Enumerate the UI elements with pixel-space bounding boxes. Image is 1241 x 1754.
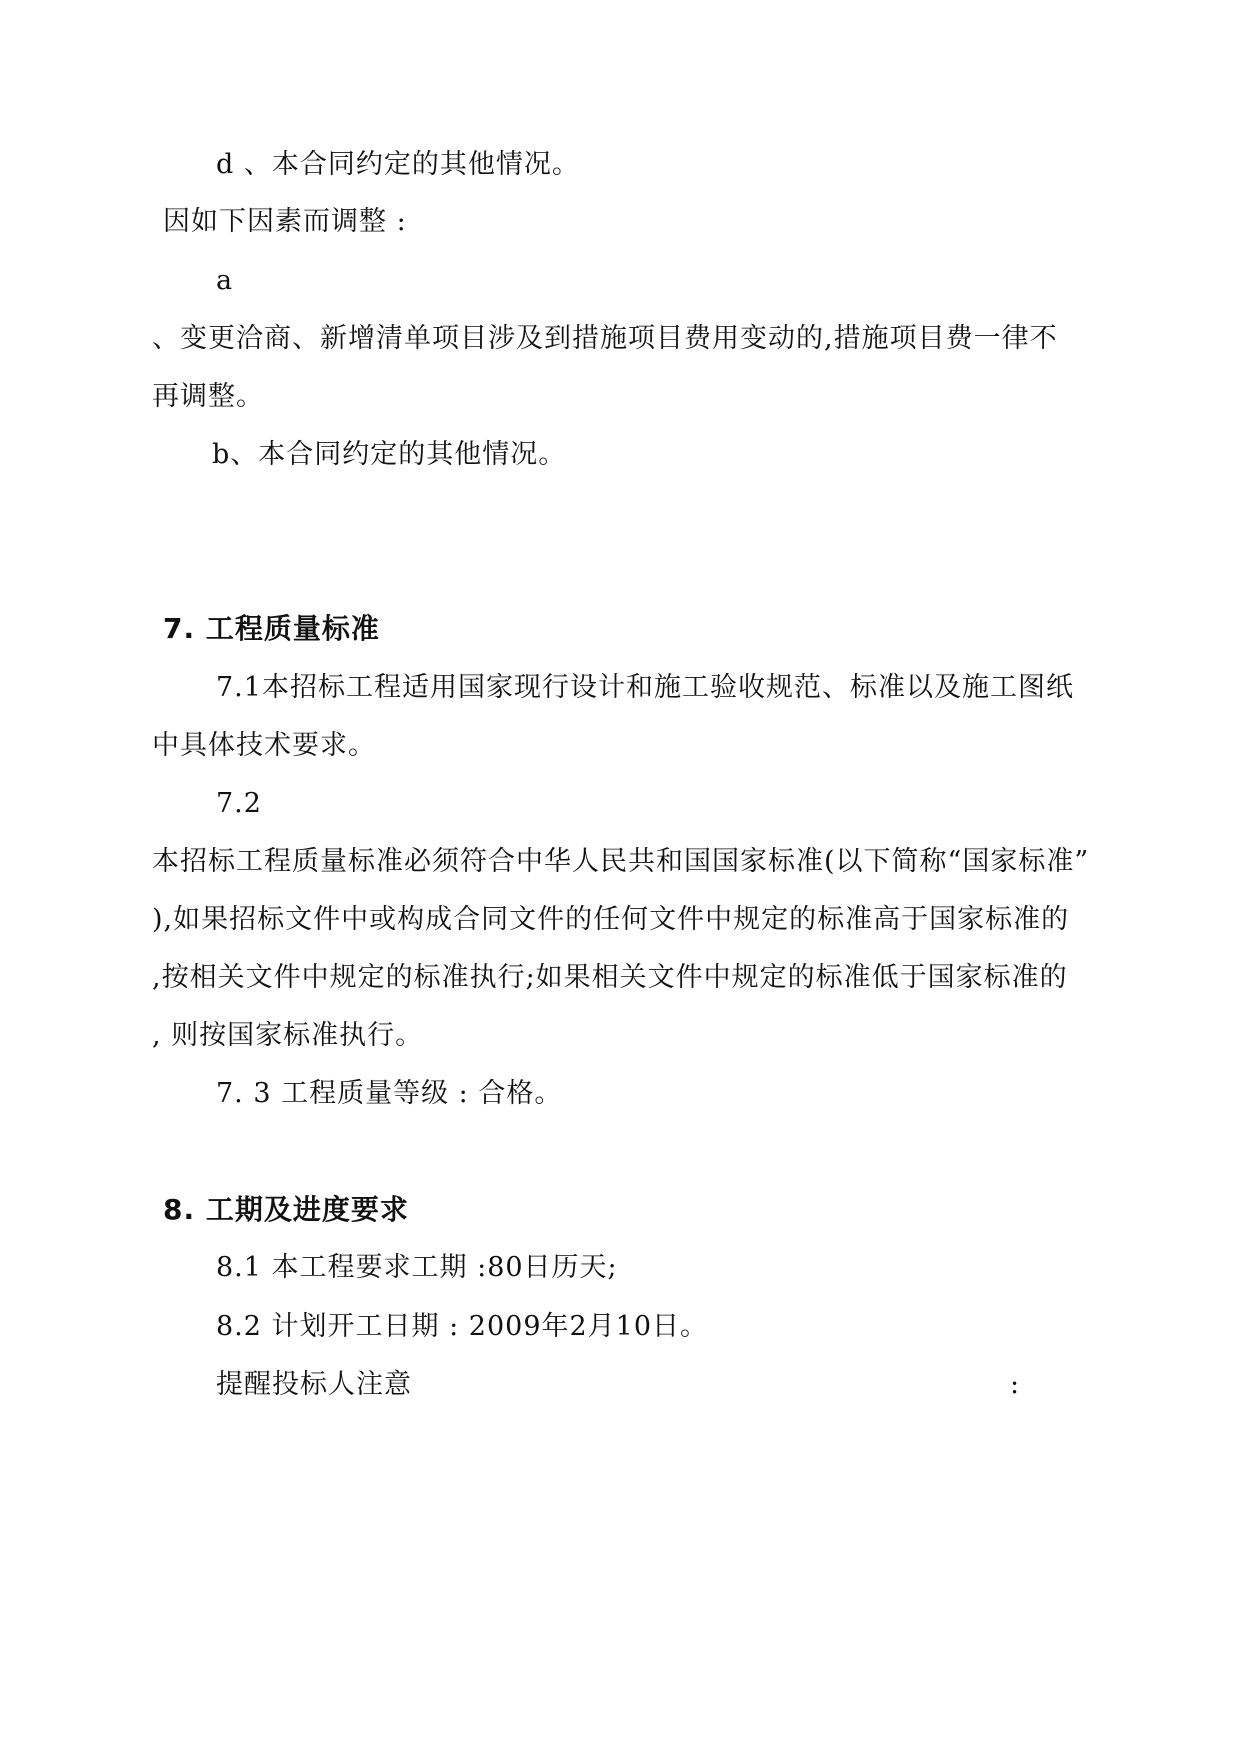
clause-d: d 、本合同约定的其他情况。 bbox=[216, 149, 580, 180]
para-7-2-line1: 本招标工程质量标准必须符合中华人民共和国国家标准(以下简称“国家标准” bbox=[152, 846, 1090, 877]
clause-a-label: a bbox=[216, 265, 234, 296]
para-7-2-line4: , 则按国家标准执行。 bbox=[152, 1020, 424, 1051]
adjust-intro: 因如下因素而调整 : bbox=[163, 206, 407, 237]
bidder-notice-colon: : bbox=[1010, 1369, 1021, 1400]
para-7-1-cont: 中具体技术要求。 bbox=[152, 730, 376, 761]
clause-a-text: 、变更洽商、新增清单项目涉及到措施项目费用变动的,措施项目费一律不 bbox=[152, 323, 1058, 354]
para-7-1: 7.1本招标工程适用国家现行设计和施工验收规范、标准以及施工图纸 bbox=[216, 672, 1074, 703]
section-7-title: 7. 工程质量标准 bbox=[163, 612, 380, 645]
clause-b: b、本合同约定的其他情况。 bbox=[212, 439, 567, 470]
para-8-1: 8.1 本工程要求工期 :80日历天; bbox=[216, 1252, 618, 1283]
para-8-2: 8.2 计划开工日期 : 2009年2月10日。 bbox=[216, 1311, 709, 1342]
para-7-2-number: 7.2 bbox=[216, 788, 262, 819]
para-7-2-line2: ),如果招标文件中或构成合同文件的任何文件中规定的标准高于国家标准的 bbox=[152, 904, 1070, 935]
para-7-3: 7. 3 工程质量等级 : 合格。 bbox=[216, 1078, 563, 1109]
section-8-title: 8. 工期及进度要求 bbox=[163, 1193, 409, 1226]
para-7-2-line3: ,按相关文件中规定的标准执行;如果相关文件中规定的标准低于国家标准的 bbox=[152, 962, 1068, 993]
clause-a-text-cont: 再调整。 bbox=[152, 381, 264, 412]
bidder-notice: 提醒投标人注意 bbox=[216, 1369, 412, 1400]
